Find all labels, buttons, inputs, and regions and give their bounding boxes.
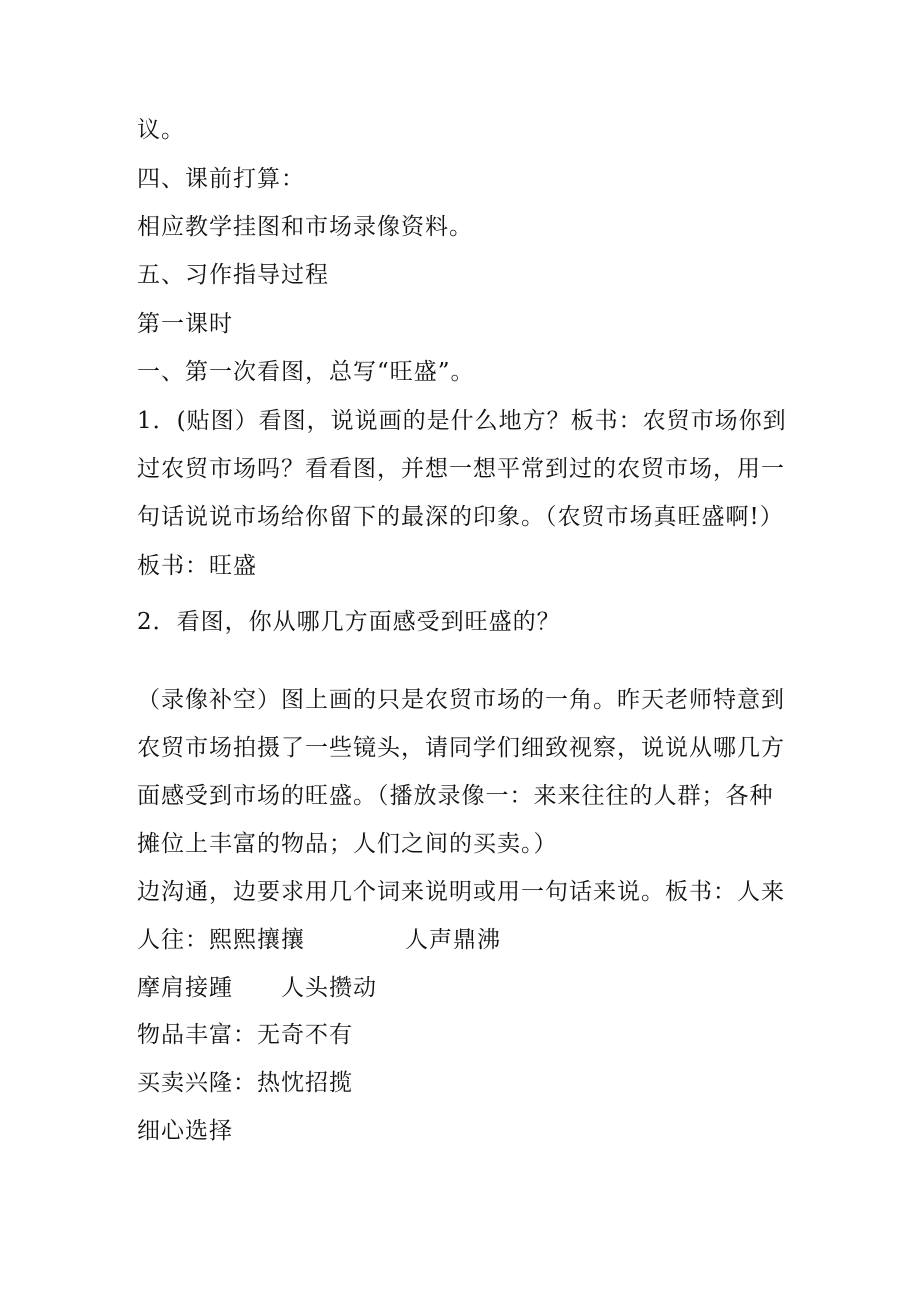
text-line: 摊位上丰富的物品；人们之间的买卖。）: [137, 831, 558, 857]
board-term: 人声鼎沸: [405, 927, 501, 953]
section-heading: 五、习作指导过程: [137, 262, 329, 288]
text-line: 过农贸市场吗？看看图，并想一想平常到过的农贸市场，用一: [137, 456, 785, 482]
board-line: 物品丰富：无奇不有: [137, 1022, 353, 1048]
text-line: 边沟通，边要求用几个词来说明或用一句话来说。板书：人来: [137, 879, 785, 905]
text-line: 相应教学挂图和市场录像资料。: [137, 214, 473, 240]
text-line: 议。: [137, 117, 185, 143]
board-term: 人头攒动: [281, 975, 377, 1001]
board-term: 人往：熙熙攘攘: [137, 927, 305, 953]
step-heading: 一、第一次看图，总写“旺盛”。: [137, 359, 475, 385]
board-line: 买卖兴隆：热忱招揽: [137, 1070, 353, 1096]
text-line: 板书：旺盛: [137, 553, 257, 579]
text-line: 1．(贴图）看图，说说画的是什么地方？板书：农贸市场你到: [137, 408, 787, 434]
board-line: [137, 972, 377, 1004]
board-line: 细心选择: [137, 1118, 233, 1144]
text-line: 2．看图，你从哪几方面感受到旺盛的？: [137, 609, 561, 635]
lesson-heading: 第一课时: [137, 311, 233, 337]
text-line: 农贸市场拍摄了一些镜头，请同学们细致视察，说说从哪几方: [137, 735, 785, 761]
text-line: （录像补空）图上画的只是农贸市场的一角。昨天老师特意到: [137, 687, 785, 713]
text-line: 面感受到市场的旺盛。（播放录像一：来来往往的人群；各种: [137, 783, 774, 809]
text-line: 句话说说市场给你留下的最深的印象。（农贸市场真旺盛啊!）: [137, 504, 784, 530]
section-heading: 四、课前打算：: [137, 166, 305, 192]
board-line: [137, 924, 501, 956]
board-term: 摩肩接踵: [137, 975, 233, 1001]
